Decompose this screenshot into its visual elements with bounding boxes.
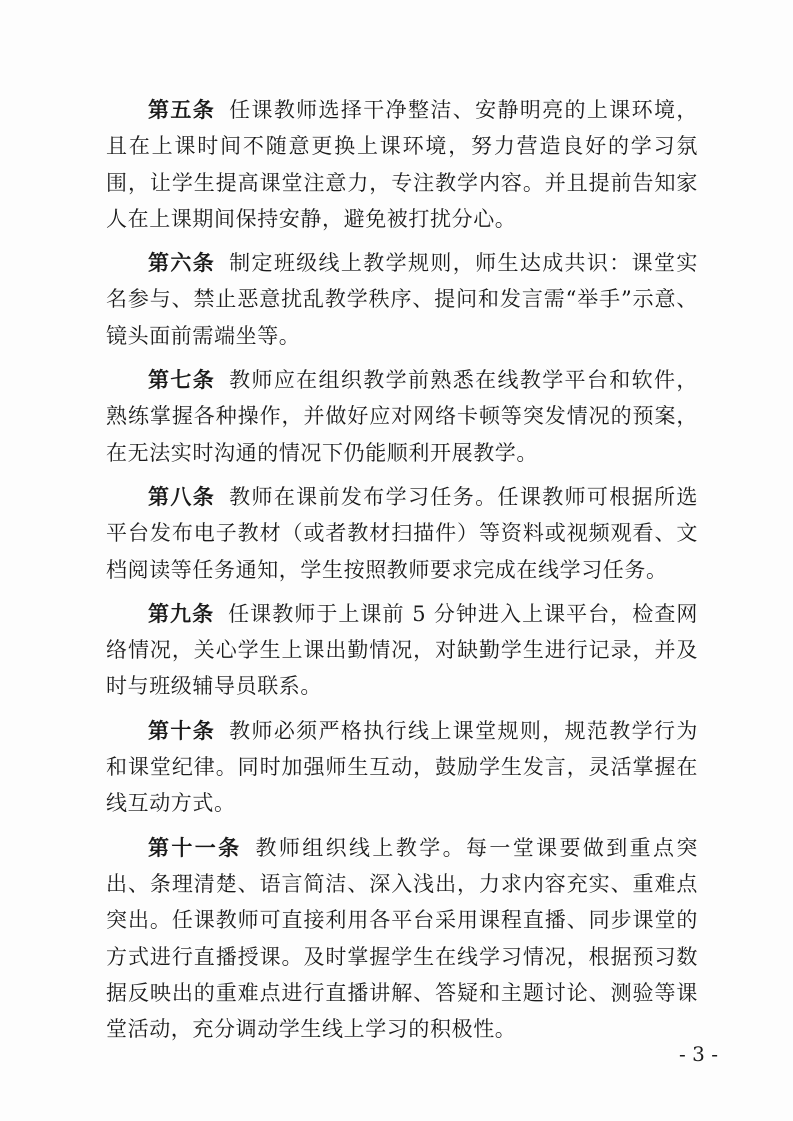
document-body [106,92,698,1055]
article-text: 任课教师于上课前 5 分钟进入上课平台，检查网络情况，关心学生上课出勤情况，对缺勤学生进行记录，并及时与班级辅导员联系。 [106,601,698,699]
article-text: 教师必须严格执行线上课堂规则，规范教学行为和课堂纪律。同时加强师生互动，鼓励学生发言，灵活掌握在线互动方式。 [106,718,698,816]
article-8 [106,479,698,588]
page-number: - 3 - [679,1042,718,1066]
article-heading: 第八条 [148,484,216,509]
article-heading: 第十一条 [148,835,242,860]
article-text: 教师组织线上教学。每一堂课要做到重点突出、条理清楚、语言简洁、深入浅出，力求内容充实、重难点突出。任课教师可直接利用各平台采用课程直播、同步课堂的方式进行直播授课。及时掌握学生在线学习情况，根据预习数据反映出的重难点进行直播讲解、答疑和主题讨论、测验等课堂活动，充分调动学生线上学习的积极性。 [106,835,698,1042]
article-heading: 第五条 [148,98,216,122]
article-text: 教师应在组织教学前熟悉在线教学平台和软件，熟练掌握各种操作，并做好应对网络卡顿等突发情况的预案，在无法实时沟通的情况下仍能顺利开展教学。 [106,368,698,465]
article-6 [106,245,698,354]
article-text: 教师在课前发布学习任务。任课教师可根据所选平台发布电子教材（或者教材扫描件）等资料或视频观看、文档阅读等任务通知，学生按照教师要求完成在线学习任务。 [106,484,698,582]
article-10 [106,713,698,822]
article-9 [106,596,698,705]
article-7 [106,362,698,471]
article-11 [106,830,698,1048]
article-heading: 第十条 [148,718,216,743]
article-heading: 第九条 [148,601,215,626]
article-heading: 第六条 [148,251,216,276]
article-heading: 第七条 [148,368,216,393]
article-text: 任课教师选择干净整洁、安静明亮的上课环境，且在上课时间不随意更换上课环境，努力营造良好的学习氛围，让学生提高课堂注意力，专注教学内容。并且提前告知家人在上课期间保持安静，避免被打扰分心。 [106,98,698,231]
article-text: 制定班级线上教学规则，师生达成共识：课堂实名参与、禁止恶意扰乱教学秩序、提问和发言需“举手”示意、镜头面前需端坐等。 [106,251,698,348]
article-5 [106,92,698,237]
